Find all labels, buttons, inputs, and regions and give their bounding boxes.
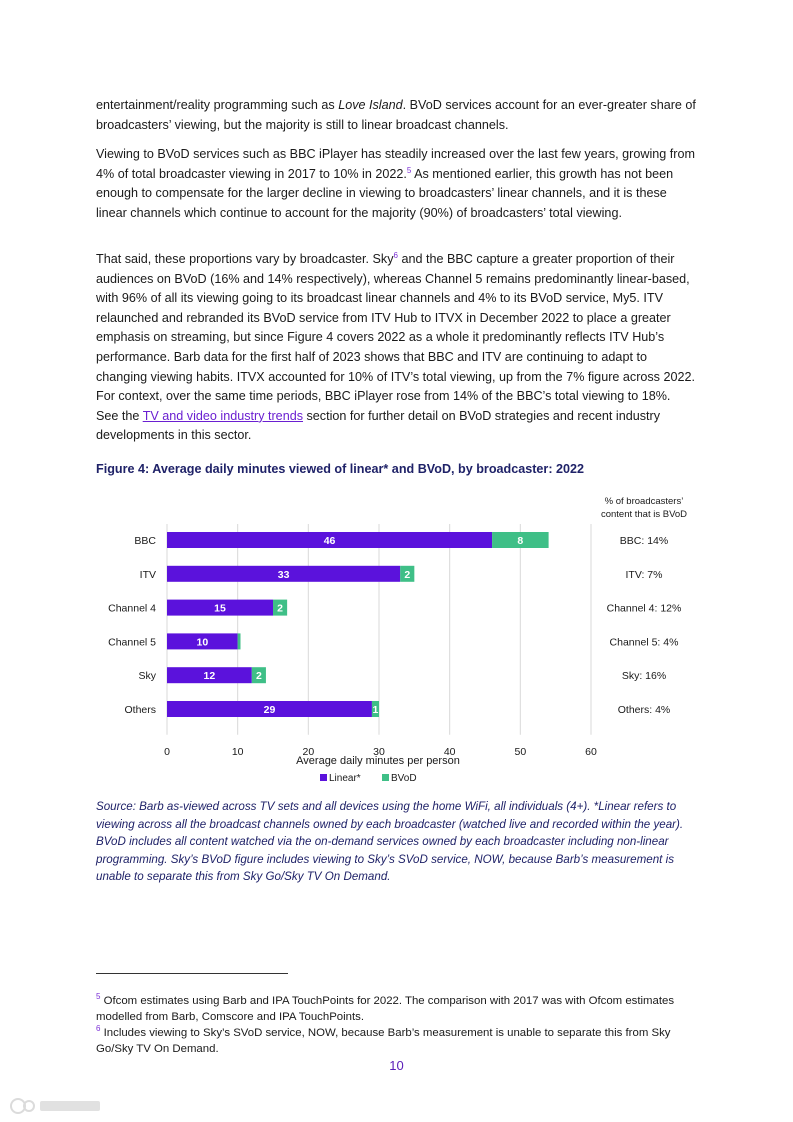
x-axis-label: Average daily minutes per person: [296, 755, 460, 767]
x-tick-label: 20: [302, 745, 315, 758]
bvod-share-label: Channel 5: 4%: [609, 636, 679, 649]
data-label-bvod: 8: [517, 535, 524, 547]
footnote-divider: [96, 973, 288, 974]
footnote-6-mark: 6: [96, 1024, 101, 1034]
stacked-bar-chart: [0, 490, 793, 790]
footnote-ref-5[interactable]: 5: [406, 165, 412, 175]
data-label-bvod: 2: [404, 568, 411, 581]
legend-swatch-bvod: [382, 774, 389, 781]
footnote-5-mark: 5: [96, 992, 101, 1002]
data-label-bvod: 2: [255, 670, 262, 683]
page-number: 10: [389, 1058, 404, 1073]
data-label-linear: 15: [214, 602, 226, 615]
x-tick-label: 10: [231, 745, 244, 758]
p1-italic-title: Love Island: [338, 98, 403, 112]
p2-text-post: As mentioned earlier, this growth has not been enough to compensate for the larger decline in viewing to broadcasters’ linear channels, and it is these linear channels which continue to account for the majority (90%) of broadcasters’ total viewing.: [96, 166, 674, 220]
bvod-share-label: ITV: 7%: [625, 568, 663, 581]
footnote-ref-6[interactable]: 6: [393, 250, 398, 260]
legend-label-linear: Linear*: [329, 773, 361, 784]
category-label: Channel 4: [108, 602, 156, 615]
share-header-line-1: % of broadcasters’: [604, 496, 684, 507]
x-tick-label: 50: [514, 745, 527, 758]
industry-trends-link[interactable]: TV and video industry trends: [142, 408, 303, 423]
p1-text-pre: entertainment/reality programming such as: [96, 98, 339, 112]
share-header-line-2: content that is BVoD: [600, 509, 688, 520]
chart-bars: [167, 532, 549, 717]
x-tick-label: 0: [164, 745, 170, 758]
data-label-linear: 10: [196, 636, 209, 649]
x-tick-label: 30: [373, 745, 385, 758]
data-label-bvod: 2: [277, 602, 283, 615]
data-label-bvod: 1: [372, 704, 379, 716]
x-tick-label: 60: [585, 745, 597, 758]
footnote-5: [96, 993, 696, 1025]
category-label: BBC: [134, 535, 156, 547]
p2-text-pre: Viewing to BVoD services such as BBC iPlayer has steadily increased over the last few years, growing from 4% of total broadcaster viewing in 2017 to 10% in 2022.: [96, 147, 695, 181]
watermark-logo-icon: [8, 1094, 106, 1118]
footnote-5-text: Ofcom estimates using Barb and IPA TouchPoints for 2022. The comparison with 2017 was with Ofcom estimates modelled from Barb, Comscore and IPA TouchPoints.: [96, 995, 675, 1023]
paragraph-3: [96, 250, 696, 446]
data-label-linear: 33: [277, 568, 290, 581]
bvod-share-label: Channel 4: 12%: [606, 602, 682, 615]
source-note: Source: Barb as-viewed across TV sets and all devices using the home WiFi, all individuals (4+). *Linear refers to viewing across all the broadcast channels owned by each broadcaster (watched live and recorded within the year). BVoD includes all content watched via the on-demand services owned by each broadcaster including non-linear programming. Sky’s BVoD figure includes viewing to Sky’s SVoD service, NOW, because Barb’s measurement is unable to separate this from Sky Go/Sky TV On Demand.: [96, 800, 684, 884]
paragraph-2: [96, 145, 696, 223]
bvod-share-label: Sky: 16%: [621, 670, 667, 683]
data-label-linear: 12: [203, 670, 216, 683]
p1-text-post: . BVoD services account for an ever-greater share of broadcasters’ viewing, but the majority is still to linear broadcast channels.: [96, 98, 696, 132]
p3-text-mid: and the BBC capture a greater proportion of their audiences on BVoD (16% and 14% respectively), whereas Channel 5 remains predominantly linear-based, with 96% of all its viewing going to its broadcast linear channels and 4% to its BVoD service, My5. ITV relaunched and rebranded its BVoD service from ITV Hub to ITVX in December 2022 to place a greater emphasis on streaming, but since Figure 4 covers 2022 as a whole it predominantly reflects ITV Hub’s performance. Barb data for the first half of 2023 shows that BBC and ITV are continuing to adapt to changing viewing habits. ITVX accounted for 10% of ITV’s total viewing, up from the 7% figure across 2022. For context, over the same time periods, BBC iPlayer rose from 14% of the BBC’s total viewing to 18%. See the: [96, 252, 695, 423]
category-label: Others: [124, 704, 156, 716]
bar-bvod: [238, 633, 241, 649]
category-label: Sky: [138, 670, 156, 683]
p3-text-post: section for further detail on BVoD strategies and recent industry developments in this sector.: [96, 408, 661, 443]
p3-text-pre: That said, these proportions vary by broadcaster. Sky: [96, 252, 394, 266]
paragraph-1: [96, 96, 696, 135]
legend: [320, 773, 417, 784]
figure-title: Figure 4: Average daily minutes viewed of linear* and BVoD, by broadcaster: 2022: [96, 462, 585, 476]
x-tick-label: 40: [443, 745, 456, 758]
category-labels: [108, 535, 157, 716]
bvod-share-label: Others: 4%: [617, 704, 671, 716]
category-label: Channel 5: [108, 636, 156, 649]
bvod-share-column: [601, 496, 687, 716]
footnote-6: [96, 1025, 696, 1057]
legend-label-bvod: BVoD: [391, 773, 417, 784]
category-label: ITV: [139, 568, 156, 581]
legend-swatch-linear: [320, 774, 327, 781]
footnote-6-text: Includes viewing to Sky’s SVoD service, NOW, because Barb’s measurement is unable to separate this from Sky Go/Sky TV On Demand.: [96, 1027, 671, 1055]
bvod-share-label: BBC: 14%: [619, 535, 669, 547]
data-label-linear: 29: [263, 704, 276, 716]
data-label-linear: 46: [323, 535, 336, 547]
